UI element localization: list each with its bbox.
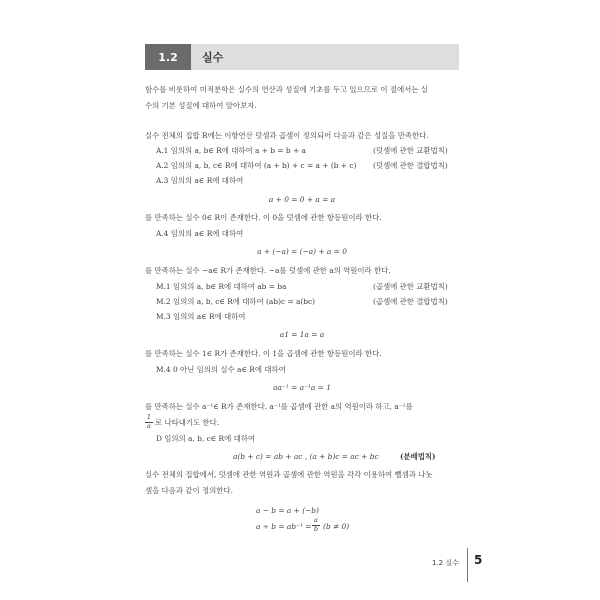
axiom-m1: M.1 임의의 a, b∈ R에 대하여 ab = ba <box>156 282 287 291</box>
intro-line-1: 함수를 비롯하여 미적분학은 실수의 연산과 성질에 기초를 두고 있으므로 이 절에서는 실 <box>145 85 428 94</box>
axiom-a1: A.1 임의의 a, b∈ R에 대하여 a + b = b + a <box>156 146 306 155</box>
section-header <box>145 44 459 70</box>
axiom-a2-note: (덧셈에 관한 결합법칙) <box>373 161 448 170</box>
closing-line-2: 셈을 다음과 같이 정의한다. <box>145 486 233 495</box>
axiom-m3: M.3 임의의 a∈ R에 대하여 <box>156 312 246 321</box>
axiom-m4-text-2: 로 나타내기도 한다. <box>155 418 220 427</box>
section-number: 1.2 <box>145 44 191 70</box>
footer-divider <box>467 548 468 582</box>
lead-paragraph: 실수 전체의 집합 R에는 이항연산 덧셈과 곱셈이 정의되어 다음과 같은 성질을 만족한다. <box>145 131 429 140</box>
division-numerator: a <box>314 516 318 524</box>
axiom-d-equation: a(b + c) = ab + ac , (a + b)c = ac + bc <box>233 452 379 461</box>
axiom-a3: A.3 임의의 a∈ R에 대하여 <box>156 176 244 185</box>
reciprocal-fraction <box>145 414 153 430</box>
axiom-m4-text-1: 를 만족하는 실수 a⁻¹∈ R가 존재한다. a⁻¹를 곱셈에 관한 a의 역원이라 하고, a⁻¹를 <box>145 402 413 411</box>
axiom-a4-equation: a + (−a) = (−a) + a = 0 <box>257 247 347 256</box>
subtraction-definition: a − b = a + (−b) <box>256 506 319 515</box>
closing-line-1: 실수 전체의 집합에서, 덧셈에 관한 역원과 곱셈에 관한 역원을 각각 이용하여 뺄셈과 나눗 <box>145 470 433 479</box>
division-definition-left: a ÷ b = ab⁻¹ = <box>256 522 312 531</box>
division-fraction <box>312 517 320 533</box>
axiom-a3-text: 를 만족하는 실수 0∈ R이 존재한다. 이 0을 덧셈에 관한 항등원이라 한다. <box>145 213 382 222</box>
fraction-numerator: 1 <box>146 413 152 421</box>
axiom-m1-note: (곱셈에 관한 교환법칙) <box>373 282 448 291</box>
fraction-denominator: a <box>147 422 151 430</box>
footer-section-label: 1.2 실수 <box>432 559 459 567</box>
axiom-m3-equation: a1 = 1a = a <box>279 330 325 339</box>
axiom-a1-note: (덧셈에 관한 교환법칙) <box>373 146 448 155</box>
axiom-d-note: (분배법칙) <box>400 452 436 461</box>
axiom-m4: M.4 0 아닌 임의의 실수 a∈ R에 대하여 <box>156 365 286 374</box>
axiom-a2: A.2 임의의 a, b, c∈ R에 대하여 (a + b) + c = a + (b + c) <box>156 161 357 170</box>
axiom-m2: M.2 임의의 a, b, c∈ R에 대하여 (ab)c = a(bc) <box>156 297 316 306</box>
section-title: 실수 <box>202 51 224 64</box>
page-number: 5 <box>474 553 483 567</box>
division-definition-condition: (b ≠ 0) <box>323 522 350 531</box>
axiom-a4: A.4 임의의 a∈ R에 대하여 <box>156 229 244 238</box>
axiom-a4-text: 를 만족하는 실수 −a∈ R가 존재한다. −a를 덧셈에 관한 a의 역원이라 한다. <box>145 266 391 275</box>
intro-line-2: 수의 기본 성질에 대하여 알아보자. <box>145 101 257 110</box>
axiom-m2-note: (곱셈에 관한 결합법칙) <box>373 297 448 306</box>
axiom-m4-equation: aa⁻¹ = a⁻¹a = 1 <box>273 383 331 392</box>
axiom-m3-text: 를 만족하는 실수 1∈ R가 존재한다. 이 1을 곱셈에 관한 항등원이라 한다. <box>145 349 382 358</box>
axiom-d: D 임의의 a, b, c∈ R에 대하여 <box>156 434 256 443</box>
axiom-a3-equation: a + 0 = 0 + a = a <box>268 195 336 204</box>
division-denominator: b <box>313 525 319 533</box>
